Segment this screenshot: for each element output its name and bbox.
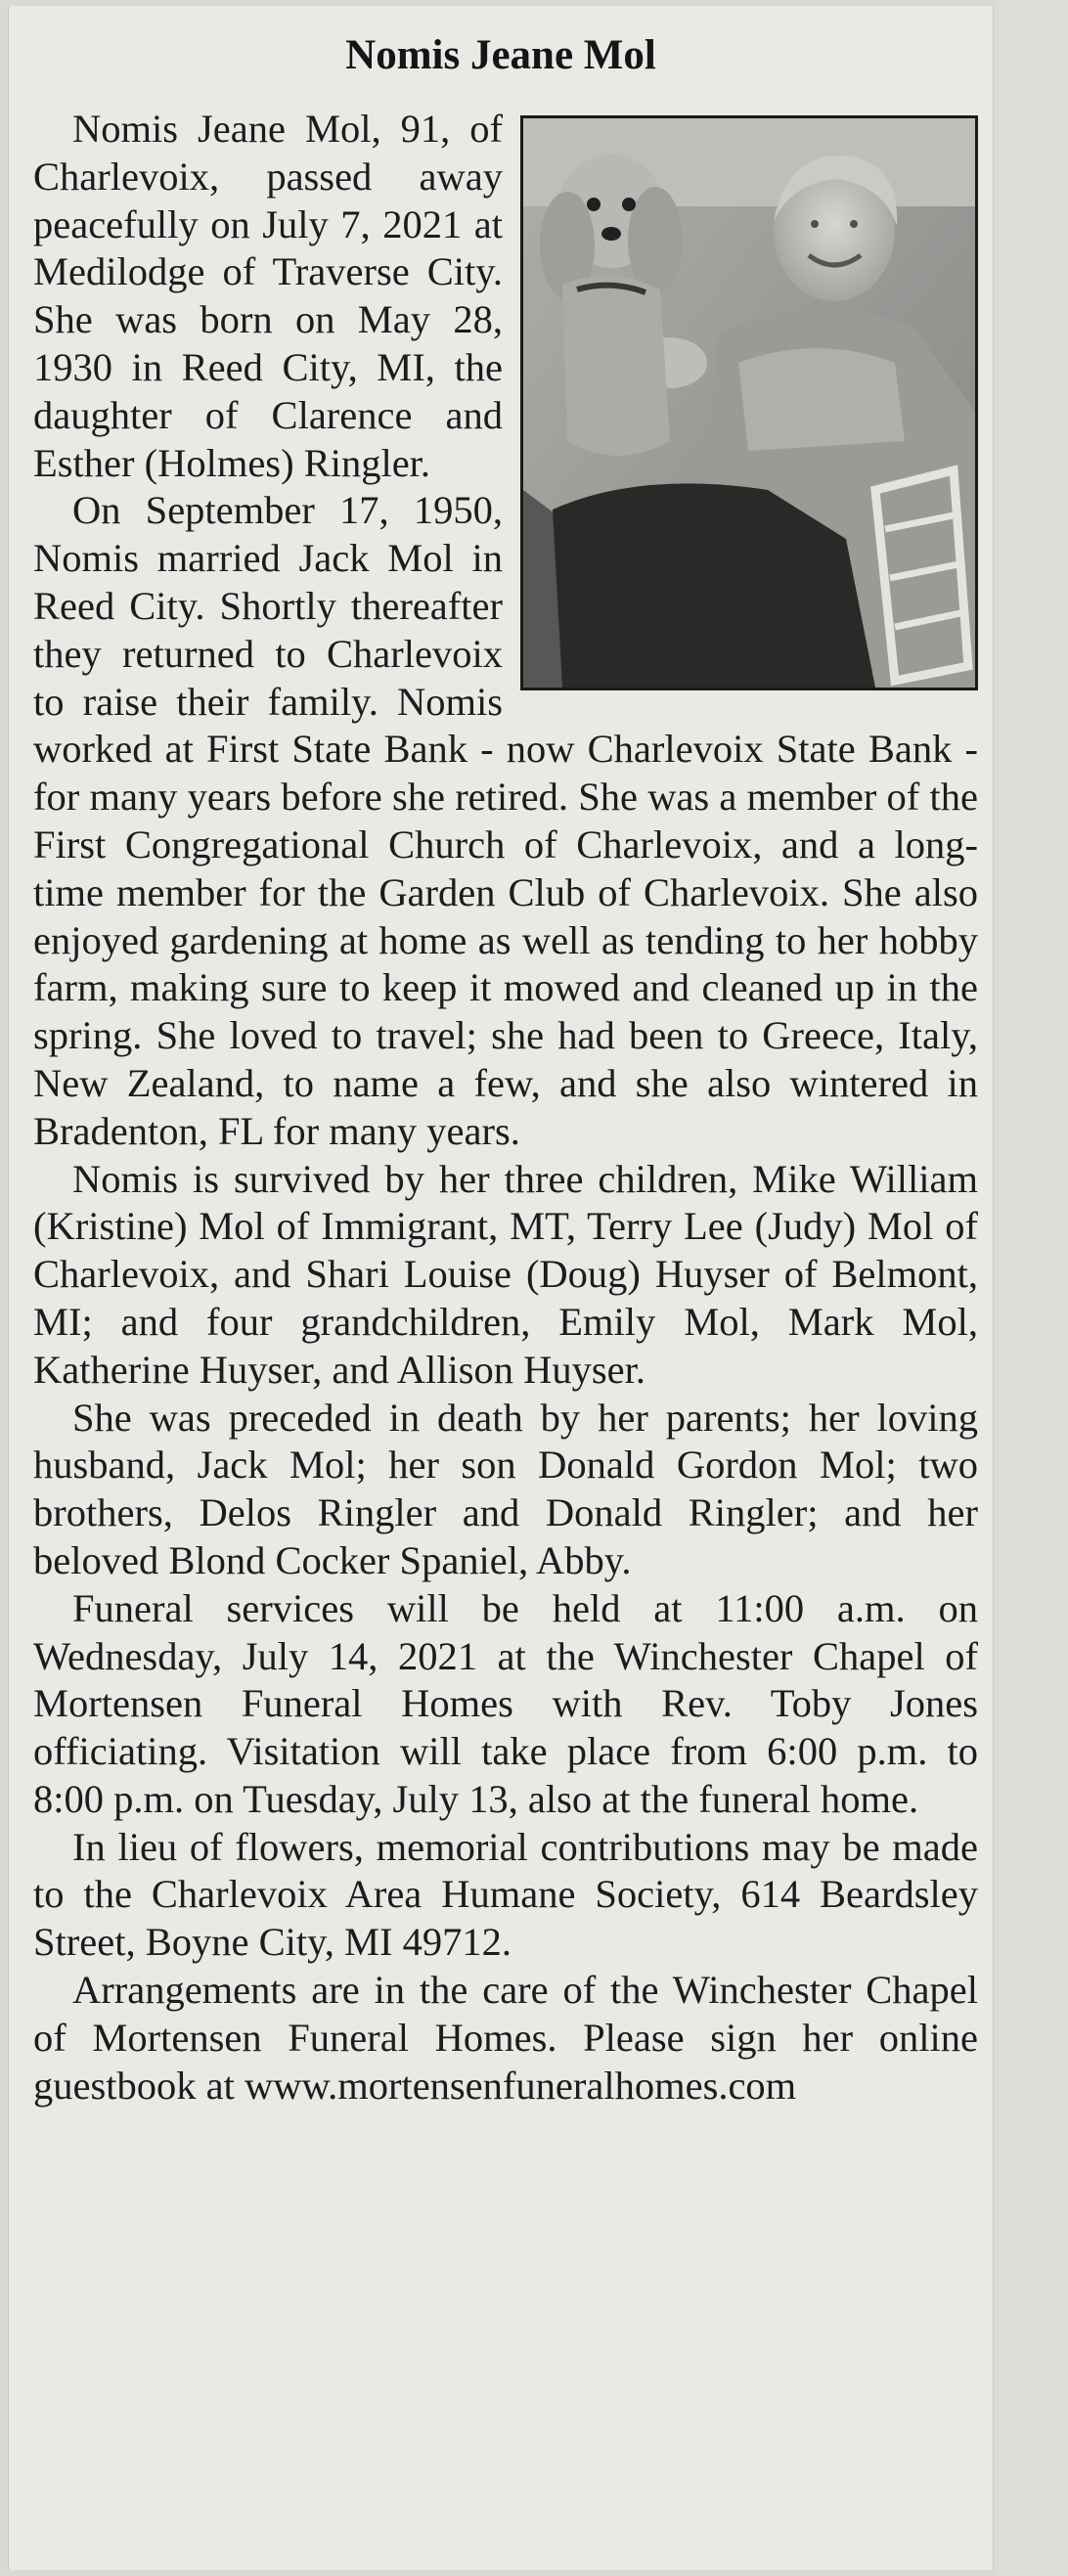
paragraph-survived-by: Nomis is survived by her three children, Mike William (Kristine) Mol of Immigrant, MT, Terry Lee (Judy) Mol of Charlevoix, and Shari Louise (Doug) Huyser of Belmont, MI; and four grandchildren, Emily Mol, Mark Mol, Katherine Huyser, and Allison Huyser. bbox=[33, 1156, 978, 1392]
page-margin bbox=[994, 0, 1068, 2576]
portrait-photo-image bbox=[523, 118, 975, 688]
obituary-body bbox=[33, 106, 978, 2110]
newspaper-clipping bbox=[8, 6, 994, 2570]
paragraph-intro: Nomis Jeane Mol, 91, of Charlevoix, passed away peacefully on July 7, 2021 at Medilodge of Traverse City. She was born on May 28, 1930 in Reed City, MI, the daughter of Clarence and Esther (Holmes) Ringler. bbox=[33, 107, 503, 485]
paragraph-marriage-life: On September 17, 1950, Nomis married Jack Mol in Reed City. Shortly thereafter they returned to Charlevoix to raise their family. Nomis worked at First State Bank - now Charlevoix State Bank - for many years before she retired. She was a member of the First Congregational Church of Charlevoix, and a long-time member for the Garden Club of Charlevoix. She also enjoyed gardening at home as well as tending to her hobby farm, making sure to keep it mowed and cleaned up in the spring. She loved to travel; she had been to Greece, Italy, New Zealand, to name a few, and she also wintered in Bradenton, FL for many years. bbox=[33, 488, 978, 1153]
obituary-headline: Nomis Jeane Mol bbox=[345, 32, 656, 78]
paragraph-memorials: In lieu of flowers, memorial contributions may be made to the Charlevoix Area Humane Society, 614 Beardsley Street, Boyne City, MI 49712. bbox=[33, 1824, 978, 1965]
portrait-photo bbox=[520, 115, 978, 690]
paragraph-arrangements: Arrangements are in the care of the Winchester Chapel of Mortensen Funeral Homes. Please sign her online guestbook at www.mortensenfuneralhomes.com bbox=[33, 1968, 978, 2108]
paragraph-preceded-by: She was preceded in death by her parents; her loving husband, Jack Mol; her son Donald Gordon Mol; two brothers, Delos Ringler and Donald Ringler; and her beloved Blond Cocker Spaniel, Abby. bbox=[33, 1395, 978, 1582]
paragraph-services: Funeral services will be held at 11:00 a.m. on Wednesday, July 14, 2021 at the Winchester Chapel of Mortensen Funeral Homes with Rev. Toby Jones officiating. Visitation will take place from 6:00 p.m. to 8:00 p.m. on Tuesday, July 13, also at the funeral home. bbox=[33, 1585, 978, 1821]
